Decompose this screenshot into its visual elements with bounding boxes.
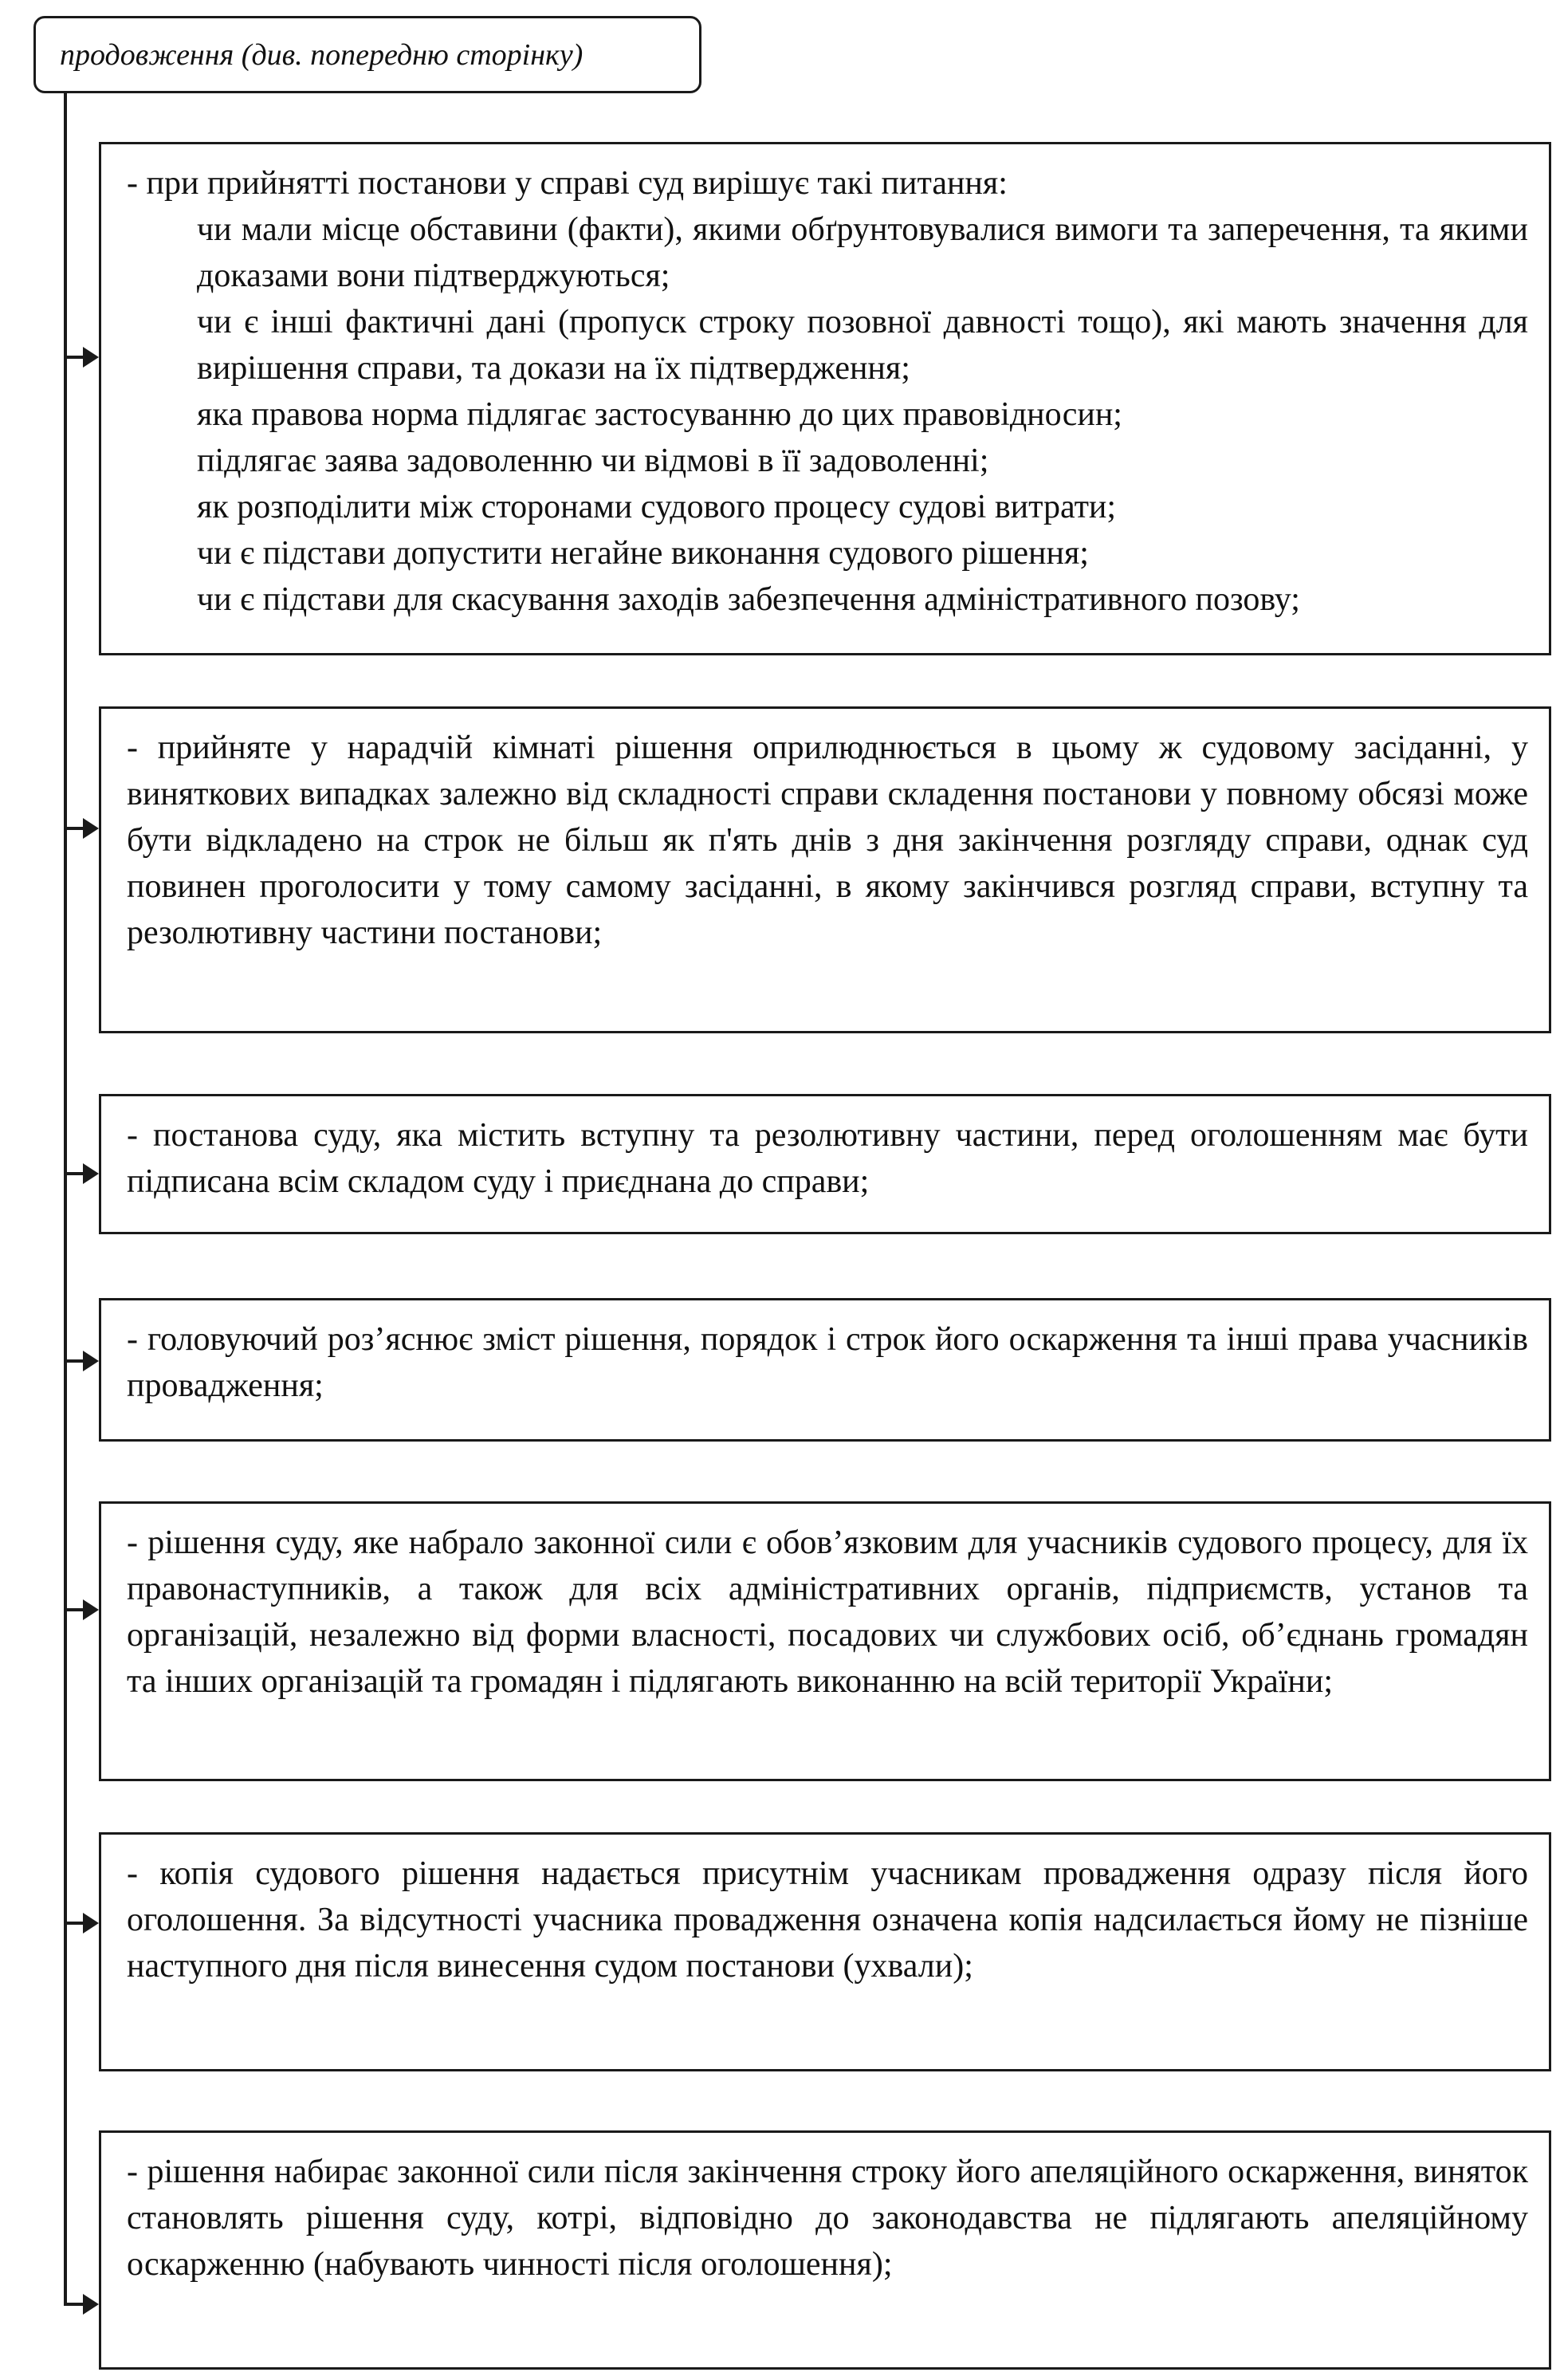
step-box-text: - рішення набирає законної сили після закінчення строку його апеляційного оскарження, виняток становлять рішення суду, котрі, відповідно до законодавства не підлягають апеляційному оскарженню (набувають чинності після оголошення); [127, 2154, 1528, 2283]
step-box-text: - при прийнятті постанови у справі суд вирішує такі питання: [127, 165, 1008, 202]
arrow-to-box-4 [65, 1359, 94, 1363]
step-box-text: - головуючий роз’яснює зміст рішення, порядок і строк його оскарження та інші права учасників провадження; [127, 1321, 1528, 1404]
arrowhead-icon [83, 2294, 99, 2315]
arrowhead-icon [83, 1599, 99, 1620]
flow-spine-line [64, 93, 67, 2306]
arrow-to-box-1 [65, 356, 94, 359]
continuation-header-text: продовження (див. попередню сторінку) [60, 37, 584, 72]
arrowhead-icon [83, 1163, 99, 1184]
step-box-text: - рішення суду, яке набрало законної сили є обов’язковим для учасників судового процесу, для їх правонаступників, а також для всіх адміністративних органів, підприємств, установ та організацій, незалежно від форми власності, посадових чи службових осіб, об’єднань громадян та інших організацій та громадян і підлягають виконанню на всій території України; [127, 1524, 1528, 1700]
arrow-to-box-5 [65, 1608, 94, 1611]
decision-question-item: підлягає заява задоволенню чи відмові в її задоволенні; [197, 443, 989, 479]
arrowhead-icon [83, 1351, 99, 1371]
arrow-to-box-7 [65, 2303, 94, 2306]
step-box-signing [99, 1094, 1551, 1234]
continuation-header [33, 16, 701, 93]
arrow-to-box-2 [65, 827, 94, 830]
arrowhead-icon [83, 1913, 99, 1934]
step-box-text: - копія судового рішення надається присутнім учасникам провадження одразу після його оголошення. За відсутності учасника провадження означена копія надсилається йому не пізніше наступного дня після винесення судом постанови (ухвали); [127, 1855, 1528, 1985]
step-box-announcement [99, 706, 1551, 1033]
arrowhead-icon [83, 818, 99, 839]
step-box-copy-delivery [99, 1832, 1551, 2071]
step-box-explanation [99, 1298, 1551, 1442]
decision-question-item: чи є інші фактичні дані (пропуск строку позовної давності тощо), які мають значення для вирішення справи, та докази на їх підтвердження; [197, 304, 1528, 387]
step-box-legal-force [99, 2130, 1551, 2370]
step-box-binding-force [99, 1501, 1551, 1781]
step-box-text: - постанова суду, яка містить вступну та резолютивну частини, перед оголошенням має бути підписана всім складом суду і приєднана до справи; [127, 1117, 1528, 1200]
decision-question-item: чи мали місце обставини (факти), якими обґрунтовувалися вимоги та заперечення, та якими доказами вони підтверджуються; [197, 211, 1528, 294]
decision-question-item: чи є підстави допустити негайне виконання судового рішення; [197, 535, 1089, 572]
arrow-to-box-6 [65, 1922, 94, 1925]
arrow-to-box-3 [65, 1172, 94, 1175]
decision-question-item: як розподілити між сторонами судового процесу судові витрати; [197, 489, 1117, 525]
arrowhead-icon [83, 347, 99, 368]
step-box-decision-questions [99, 142, 1551, 655]
decision-question-item: яка правова норма підлягає застосуванню до цих правовідносин; [197, 396, 1122, 433]
decision-question-item: чи є підстави для скасування заходів забезпечення адміністративного позову; [197, 581, 1300, 618]
step-box-text: - прийняте у нарадчій кімнаті рішення оприлюднюється в цьому ж судовому засіданні, у виняткових випадках залежно від складності справи складення постанови у повному обсязі може бути відкладено на строк не більш як п'ять днів з дня закінчення розгляду справи, однак суд повинен проголосити у тому самому засіданні, в якому закінчився розгляд справи, вступну та резолютивну частини постанови; [127, 730, 1528, 951]
